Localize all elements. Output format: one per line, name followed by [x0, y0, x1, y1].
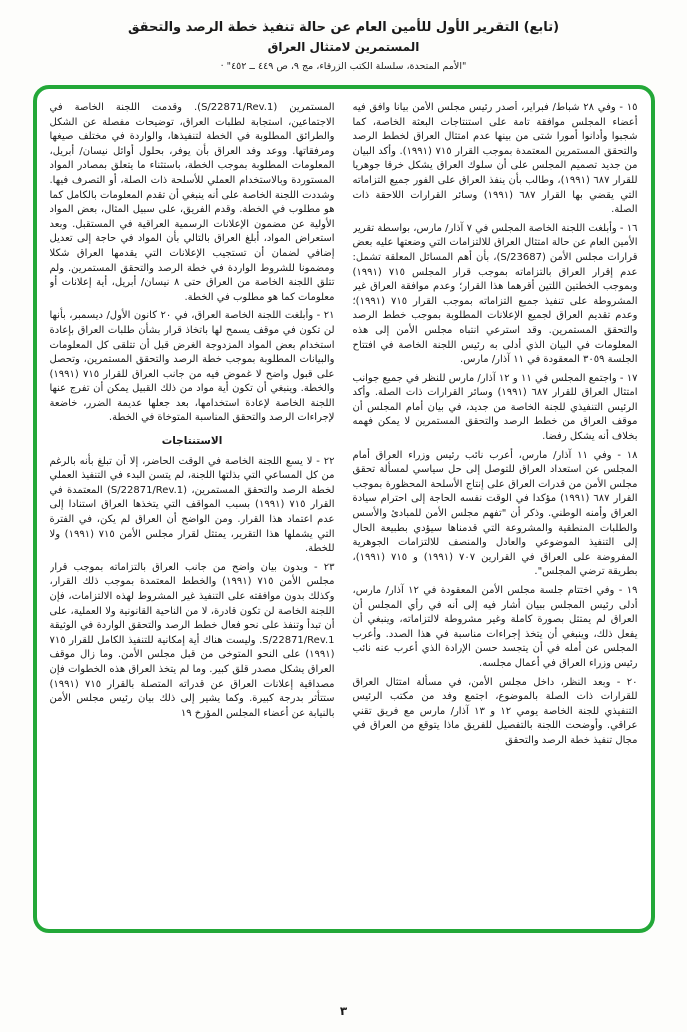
- text-column-left: [50, 101, 335, 919]
- paragraph: ١٥ - وفي ٢٨ شباط/ فبراير، أصدر رئيس مجلس الأمن بيانا وافق فيه أعضاء المجلس موافقة تامة على استنتاجات البعثة الخاصة، كما شجبوا وأدانوا أمورا شتى من بينها عدم امتثال العراق لخطط الرصد والتحقق المستمرين المعتمدة بموجب القرار ٧١٥ (١٩٩١). وأكد البيان من جديد تصميم المجلس على أن سلوك العراق يشكل خرقا جوهريا للقرار ٦٨٧ (١٩٩١)، وطالب بأن ينفذ العراق على الفور جميع التزاماته التي يقضي بها القرار ٦٨٧ (١٩٩١) وسائر القرارات اللاحقة ذات الصلة.: [352, 102, 638, 216]
- paragraph: ٢٢ - لا يسع اللجنة الخاصة في الوقت الحاضر، إلا أن تبلغ بأنه بالرغم من كل المساعي التي بذلتها اللجنة، لم يتسن البدء في التنفيذ العملي لخطة الرصد والتحقق المستمرين، (S/22871/Rev.1) المعتمدة في القرار ٧١٥ (١٩٩١) بسبب المواقف التي يتخذها العراق استنادا إلى عدم اعتماد هذا القرار. ومن الواضح أن العراق لم يكن، في الفترة التي يشملها هذا التقرير، يمتثل لقرار مجلس الأمن ٧١٥ (١٩٩١) ولا للخطة.: [49, 455, 335, 555]
- paragraph: ٢٠ - وبعد النظر، داخل مجلس الأمن، في مسألة امتثال العراق للقرارات ذات الصلة بالموضوع، اجتمع وفد من مكتب الرئيس التنفيذي للجنة الخاصة يومي ١٢ و ١٣ آذار/ مارس مع فريق تقني عراقي. وأوضحت اللجنة بالتفصيل للفريق ماذا يتوقع من العراق في مجال تنفيذ خطة الرصد والتحقق: [352, 676, 638, 746]
- document-title-line1: (تابع) التقرير الأول للأمين العام عن حالة تنفيذ خطة الرصد والتحقق: [127, 20, 560, 35]
- paragraph: المستمرين (S/22871/Rev.1). وقدمت اللجنة الخاصة في الاجتماعين، استجابة لطلبات العراق، توضيحات مفصلة عن الشكل والطرائق المطلوبة في الخطة لتنفيذها، والواردة في مختلف صيغها ومرفقاتها. ووعد وفد العراق بأن يوفر، بحلول أوائل نيسان/ أبريل، المعلومات المطلوبة بموجب الخطة، باستثناء ما يتعلق بمصادر المواد المستوردة وبالاستخدام العملي للأسلحة ذات الصلة، أو التصرف فيها. وشددت اللجنة الخاصة على أنه ينبغي أن تقدم المعلومات بالكامل كما هو مطلوب في الخطة. وقدم الفريق، على سبيل المثال، بعض المواد الأولية عن مضمون الإعلانات الرسمية العراقية في المستقبل. وبعد استعراض المواد، أبلغ العراق بالتالي بأن المواد في حاجة إلى تعديل إضافي لضمان أن تستجيب الإعلانات التي يقدمها العراق شكلا ومضمونا للشروط الواردة في خطة الرصد والتحقق المستمرين. ولم تتلق اللجنة الخاصة من العراق حتى ٨ نيسان/ أبريل، أية إعلانات أو معلومات كما هو مطلوب في الخطة.: [49, 102, 335, 303]
- document-title-line2: المستمرين لامتثال العراق: [267, 40, 420, 54]
- text-column-right: [353, 101, 638, 919]
- paragraph: ١٨ - وفي ١١ آذار/ مارس، أعرب نائب رئيس وزراء العراق أمام المجلس عن استعداد العراق للتوصل إلى حل سياسي لمسألة تحقق مجلس الأمن من قدرات العراق على إنتاج الأسلحة المحظورة بموجب القرار ٦٨٧ (١٩٩١) مؤكدا في الوقت نفسه الحاجة إلى احترام سيادة العراق وأمنه الوطني. وذكر أن "تفهم مجلس الأمن للمبادئ والأسس والطلبات المنطقية والمشروعة التي قدمناها سيؤدي بطبيعة الحال إلى التنفيذ الموضوعي والعادل والمنصف للالتزامات الجوهرية المفروضة على العراق في القرارين ٧٠٧ (١٩٩١) و ٧١٥ (١٩٩١)، بطريقة ترضي المجلس".: [352, 449, 638, 578]
- section-heading: الاستنتاجات: [161, 435, 223, 448]
- paragraph: ١٧ - واجتمع المجلس في ١١ و ١٢ آذار/ مارس للنظر في جميع جوانب امتثال العراق للقرار ٦٨٧ (١٩٩١) وسائر القرارات ذات الصلة. وأكد الرئيس التنفيذي للجنة الخاصة من جديد، في بيان أمام المجلس أن موقف العراق من خطط الرصد والتحقق المستمرين لا يمكن فهمه بخلاف أنه يشكل رفضا.: [352, 372, 638, 443]
- page-number: ٣: [339, 1004, 348, 1018]
- content-frame: [33, 85, 655, 933]
- paragraph: ٢٣ - وبدون بيان واضح من جانب العراق بالتزاماته بموجب قرار مجلس الأمن ٧١٥ (١٩٩١) والخطط المعتمدة بموجب ذلك القرار، وكذلك بدون موافقته على التنفيذ غير المشروط لهذه الالتزامات، فإن اللجنة الخاصة لن تكون قادرة، لا من الناحية القانونية ولا العملية، على أن تبدأ وتنفذ على نحو فعال خطط الرصد والتحقق الواردة في الوثيقة S/22871/Rev.1. وليست هناك أية إمكانية للتنفيذ الكامل للقرار ٧١٥ (١٩٩١) على النحو المتوخى من قبل مجلس الأمن. وما زال موقف العراق يشكل مصدر قلق كبير. وما لم يتخذ العراق هذه الخطوات فإن مصداقية إعلانات العراق عن قدراته المتصلة بالقرار ٧١٥ (١٩٩١) ستتأثر بدرجة كبيرة. وكما يشير إلى ذلك بيان رئيس مجلس الأمن بالنيابة عن أعضاء المجلس المؤرخ ١٩: [49, 561, 335, 719]
- paragraph: ٢١ - وأبلغت اللجنة الخاصة العراق، في ٢٠ كانون الأول/ ديسمبر، بأنها لن تكون في موقف يسمح لها باتخاذ قرار بشأن طلبات العراق بإعادة استخدام بعض المواد المزدوجة الغرض قبل أن تتلقى كل المعلومات والبيانات المطلوبة بموجب خطة الرصد والتحقق المستمرين، وتحصل على قبول واضح لا غموض فيه من جانب العراق للقرار ٧١٥ (١٩٩١) والخطة. وينبغي أن تكون أية مواد من ذلك القبيل يمكن أن تفرج عنها اللجنة الخاصة لإعادة استخدامها، بعد جعلها عديمة الضرر، خاضعة لإجراءات الرصد والتحقق المناسبة المتوخاة في الخطة.: [49, 310, 335, 424]
- paragraph: ١٦ - وأبلغت اللجنة الخاصة المجلس في ٧ آذار/ مارس، بواسطة تقرير الأمين العام عن حالة امتثال العراق للالتزامات التي وضعتها عليه بعض قرارات مجلس الأمن (S/23687)، بأن أهم المسائل المعلقة تشمل: عدم إقرار العراق بالتزاماته بموجب قرار المجلس ٧١٥ (١٩٩١) وبموجب الخطتين اللتين أقرهما هذا القرار؛ وعدم موافقة العراق غير المشروطة على تنفيذ جميع التزاماته بموجب القرار ٧١٥ (١٩٩١)؛ وعدم تقديم العراق لجميع الإعلانات المطلوبة بموجب خطط الرصد والتحقق المستمرين. وقد استرعي انتباه مجلس الأمن إلى هذه المعلومات في البيان الذي أدلى به رئيس اللجنة الخاصة في افتتاح الجلسة ٣٠٥٩ المعقودة في ١١ آذار/ مارس.: [352, 222, 638, 366]
- document-header: [0, 0, 687, 72]
- two-column-layout: [50, 101, 638, 919]
- paragraph: ١٩ - وفي اختتام جلسة مجلس الأمن المعقودة في ١٢ آذار/ مارس، أدلى رئيس المجلس ببيان أشار فيه إلى أنه في رأي المجلس أن العراق لم يمتثل بصورة كاملة وغير مشروطة لالتزاماته، وينبغي أن يفعل ذلك، وينبغي أن يتخذ إجراءات مناسبة في هذا الصدد. وأعرب المجلس عن أمله في أن يتجسد حسن الإرادة الذي أعرب عنه نائب رئيس وزراء العراق في أعمال مجلسه.: [352, 585, 638, 669]
- document-source-citation: "الأمم المتحدة، سلسلة الكتب الزرقاء، مج ٩، ص ٤٤٩ ــ ٤٥٢" ·: [220, 61, 467, 72]
- document-footer: [0, 1004, 687, 1018]
